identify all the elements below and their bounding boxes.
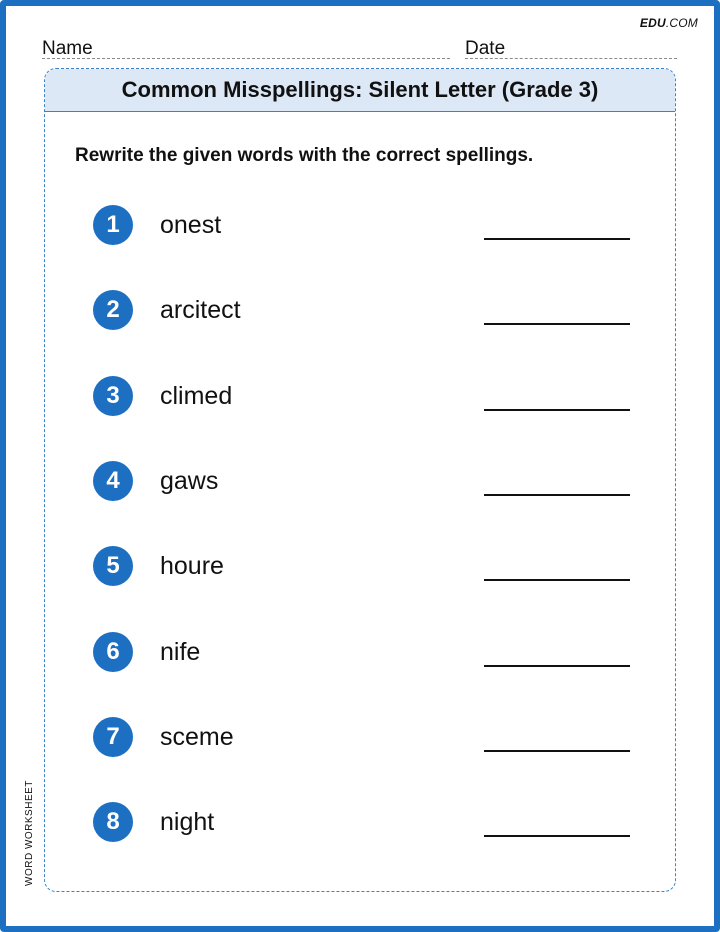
misspelled-word: houre bbox=[160, 552, 224, 580]
answer-line[interactable] bbox=[484, 750, 630, 752]
answer-line[interactable] bbox=[484, 665, 630, 667]
misspelled-word: climed bbox=[160, 382, 233, 410]
item-number-badge: 6 bbox=[93, 632, 133, 672]
date-field[interactable] bbox=[465, 58, 677, 59]
list-item bbox=[45, 542, 675, 586]
brand-logo-suffix: .COM bbox=[665, 16, 698, 30]
brand-logo-bold: EDU bbox=[639, 16, 666, 30]
worksheet-panel bbox=[44, 68, 676, 892]
list-item bbox=[45, 372, 675, 416]
misspelled-word: gaws bbox=[160, 467, 219, 495]
list-item bbox=[45, 457, 675, 501]
item-number-badge: 3 bbox=[93, 376, 133, 416]
list-item bbox=[45, 798, 675, 842]
misspelled-word: onest bbox=[160, 211, 222, 239]
list-item bbox=[45, 286, 675, 330]
misspelled-word: sceme bbox=[160, 723, 234, 751]
instruction-text: Rewrite the given words with the correct spellings. bbox=[75, 145, 534, 166]
answer-line[interactable] bbox=[484, 238, 630, 240]
item-number-badge: 1 bbox=[93, 205, 133, 245]
item-number-badge: 8 bbox=[93, 802, 133, 842]
answer-line[interactable] bbox=[484, 835, 630, 837]
misspelled-word: night bbox=[160, 808, 215, 836]
brand-logo bbox=[640, 16, 698, 30]
list-item bbox=[45, 713, 675, 757]
name-label: Name bbox=[42, 38, 93, 59]
item-number-badge: 2 bbox=[93, 290, 133, 330]
misspelled-word: nife bbox=[160, 638, 201, 666]
answer-line[interactable] bbox=[484, 579, 630, 581]
list-item bbox=[45, 628, 675, 672]
worksheet-title: Common Misspellings: Silent Letter (Grade 3) bbox=[121, 77, 599, 102]
answer-line[interactable] bbox=[484, 323, 630, 325]
name-field[interactable] bbox=[42, 58, 450, 59]
side-label: WORD WORKSHEET bbox=[24, 780, 35, 886]
item-number-badge: 4 bbox=[93, 461, 133, 501]
answer-line[interactable] bbox=[484, 409, 630, 411]
answer-line[interactable] bbox=[484, 494, 630, 496]
item-number-badge: 5 bbox=[93, 546, 133, 586]
name-date-bar bbox=[42, 36, 682, 60]
misspelled-word: arcitect bbox=[160, 296, 241, 324]
item-number-badge: 7 bbox=[93, 717, 133, 757]
date-label: Date bbox=[465, 38, 506, 59]
list-item bbox=[45, 201, 675, 245]
title-bar bbox=[45, 69, 675, 112]
